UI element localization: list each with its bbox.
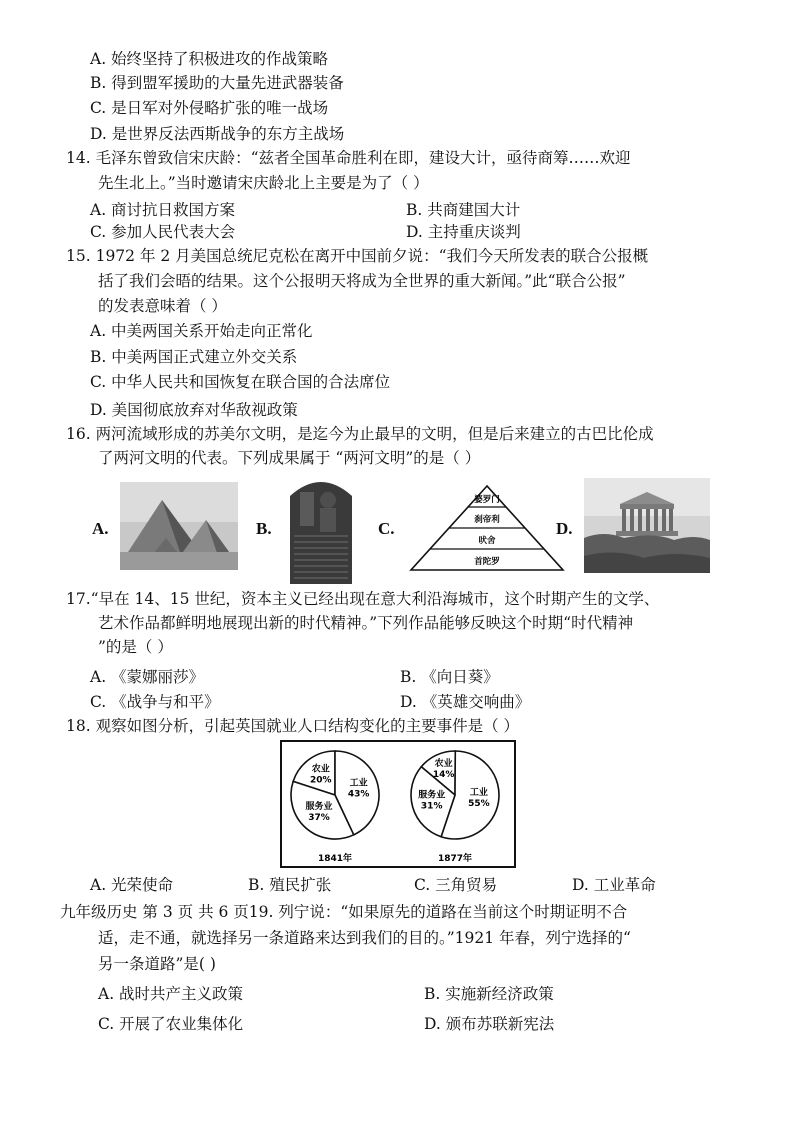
pie-label-0-1: 工业 43% [347,778,370,800]
caste-label-shudra: 首陀罗 [474,557,500,567]
q14-option-c: C. 参加人民代表大会 [90,223,236,241]
pie-title-0: 1841年 [317,854,353,864]
q17-stem-line1: 17.“早在 14、15 世纪，资本主义已经出现在意大利沿海城市，这个时期产生的文学、 [66,590,660,608]
q16-label-b: B. [256,519,272,538]
q16-stem-line1: 16. 两河流域形成的苏美尔文明，是迄今为止最早的文明，但是后来建立的古巴比伦成 [66,425,654,443]
q17-stem-line3: ”的是（ ） [98,638,173,656]
q15-stem-line2: 括了我们会晤的结果。这个公报明天将成为全世界的重大新闻。”此“联合公报” [98,272,626,290]
caste-label-vaishya: 吠舍 [478,536,496,546]
q16-stem-line2: 了两河文明的代表。下列成果属于 “两河文明”的是（ ） [98,449,481,467]
q18-option-d: D. 工业革命 [572,876,656,894]
q13-option-a: A. 始终坚持了积极进攻的作战策略 [90,50,329,68]
pie-label-1-1: 工业 55% [468,788,490,809]
q15-option-a: A. 中美两国关系开始走向正常化 [90,322,313,340]
pie-label-1-2: 服务业 31% [418,790,446,812]
q14-option-b: B. 共商建国大计 [406,201,521,219]
q15-option-b: B. 中美两国正式建立外交关系 [90,348,298,366]
q14-stem-line1: 14. 毛泽东曾致信宋庆龄：“兹者全国革命胜利在即，建设大计，亟待商筹……欢迎 [66,149,631,167]
q17-option-c: C. 《战争与和平》 [90,693,220,711]
pyramids-image [120,482,238,570]
q18-option-b: B. 殖民扩张 [248,876,332,894]
q18-stem: 18. 观察如图分析，引起英国就业人口结构变化的主要事件是（ ） [66,717,520,735]
pie-label-1-0: 农业 14% [432,759,455,781]
q16-label-a: A. [92,519,109,538]
q19-option-b: B. 实施新经济政策 [424,985,554,1003]
q15-option-d: D. 美国彻底放弃对华敌视政策 [90,401,298,419]
q14-stem-line2: 先生北上。”当时邀请宋庆龄北上主要是为了（ ） [98,174,429,192]
q13-option-b: B. 得到盟军援助的大量先进武器装备 [90,74,344,92]
q19-option-d: D. 颁布苏联新宪法 [424,1015,555,1033]
q13-option-d: D. 是世界反法西斯战争的东方主战场 [90,125,345,143]
pie-label-0-0: 农业 20% [310,764,332,786]
q14-option-a: A. 商讨抗日救国方案 [90,201,236,219]
code-of-hammurabi-image [284,474,358,584]
q13-option-c: C. 是日军对外侵略扩张的唯一战场 [90,99,329,117]
q16-label-d: D. [556,519,573,538]
q17-option-a: A. 《蒙娜丽莎》 [90,668,205,686]
q18-option-c: C. 三角贸易 [414,876,498,894]
q14-option-d: D. 主持重庆谈判 [406,223,521,241]
q19-stem-line3: 另一条道路”是( ) [98,955,216,973]
caste-label-kshatriya: 刹帝利 [474,515,500,525]
pie-label-0-2: 服务业 37% [305,802,333,824]
q15-option-c: C. 中华人民共和国恢复在联合国的合法席位 [90,373,391,391]
q15-stem-line1: 15. 1972 年 2 月美国总统尼克松在离开中国前夕说：“我们今天所发表的联合公报概 [66,247,649,265]
q17-option-d: D. 《英雄交响曲》 [400,693,531,711]
q19-stem-line2: 适，走不通，就选择另一条道路来达到我们的目的。”1921 年春，列宁选择的“ [98,929,631,947]
q15-stem-line3: 的发表意味着（ ） [98,297,227,315]
q19-stem-line1: 九年级历史 第 3 页 共 6 页19. 列宁说：“如果原先的道路在当前这个时期证明不合 [60,903,628,921]
q16-label-c: C. [378,519,395,538]
caste-pyramid-diagram [408,484,566,572]
caste-label-brahmin: 婆罗门 [474,495,500,505]
employment-pie-charts [280,740,516,868]
q19-option-a: A. 战时共产主义政策 [98,985,244,1003]
q17-stem-line2: 艺术作品都鲜明地展现出新的时代精神。”下列作品能够反映这个时期“时代精神 [98,614,634,632]
q17-option-b: B. 《向日葵》 [400,668,499,686]
pie-title-1: 1877年 [437,854,473,864]
q18-option-a: A. 光荣使命 [90,876,174,894]
parthenon-image [584,478,710,573]
q19-option-c: C. 开展了农业集体化 [98,1015,244,1033]
